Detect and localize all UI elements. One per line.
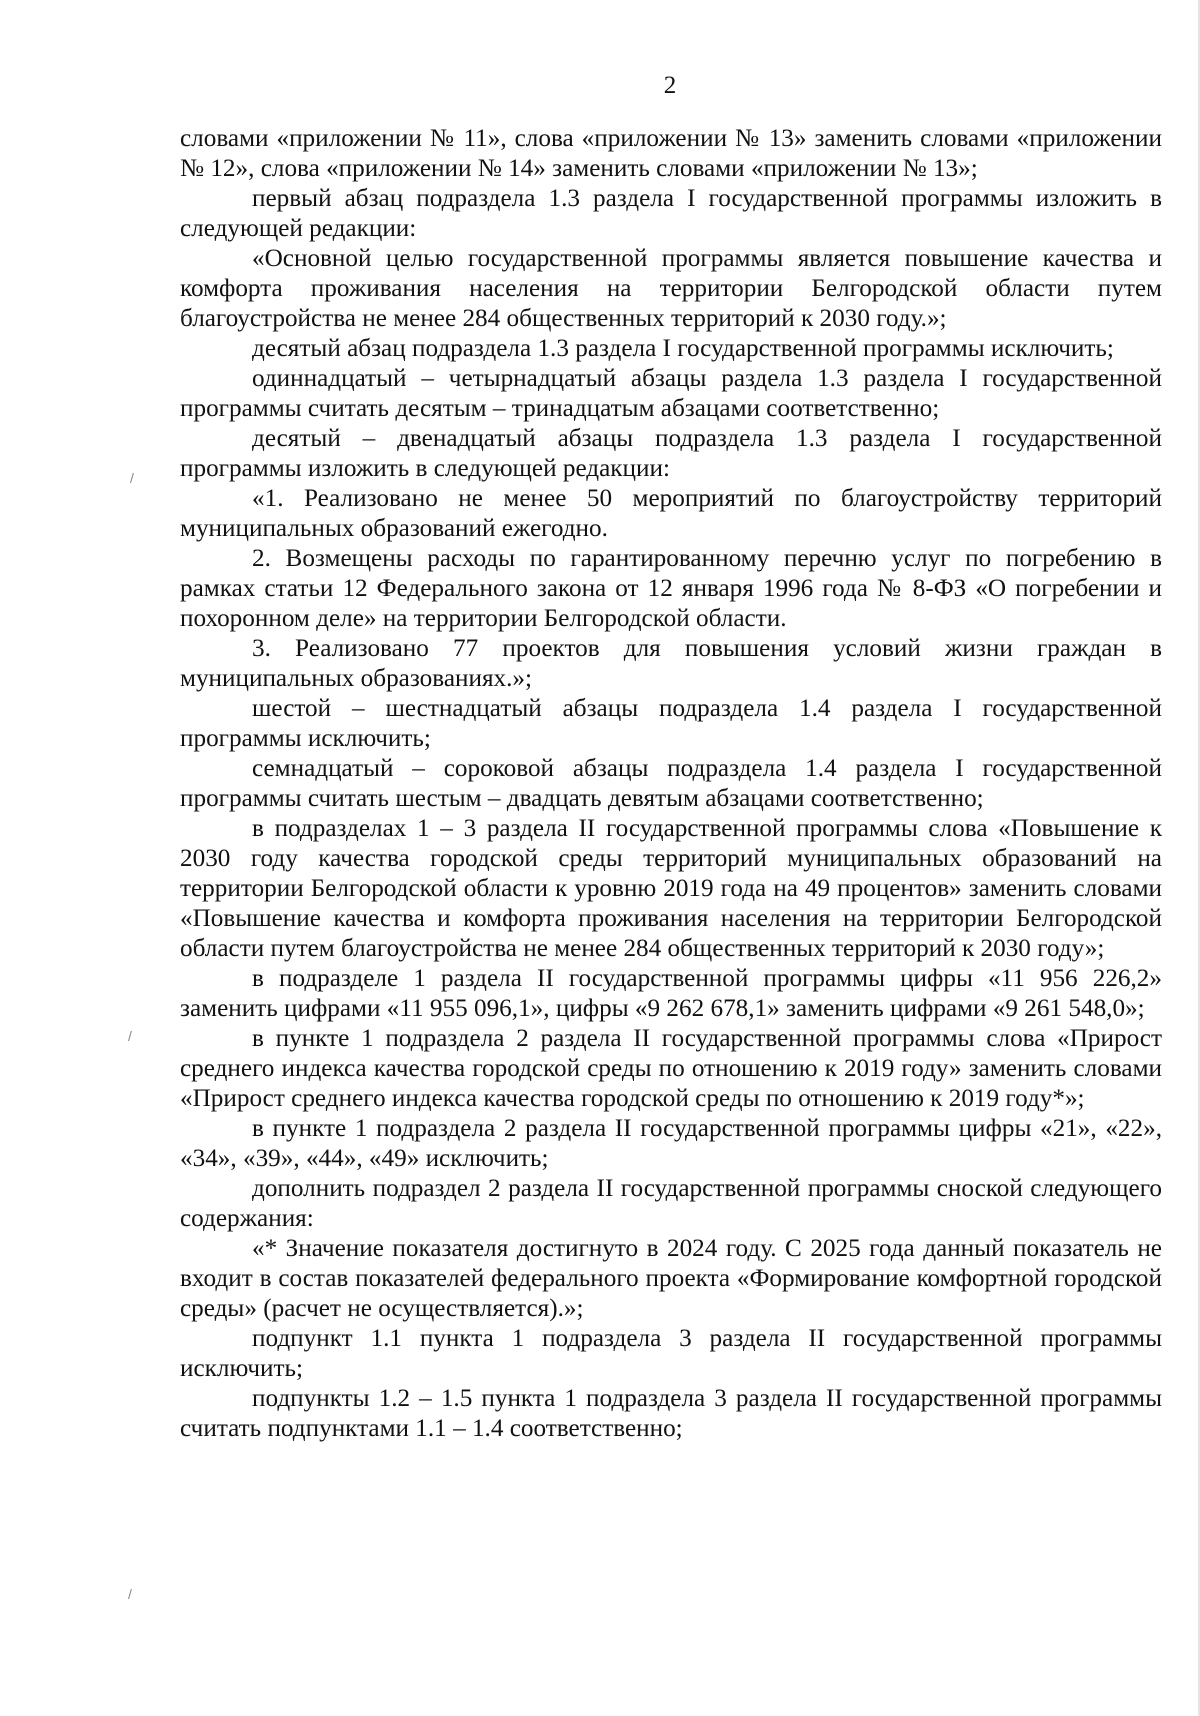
paragraph: словами «приложении № 11», слова «приложении № 13» заменить словами «приложении № 12», слова «приложении № 14» заменить словами «приложении № 13»; (180, 125, 1162, 182)
paragraph: «* Значение показателя достигнуто в 2024 году. С 2025 года данный показатель не входит в состав показателей федерального проекта «Формирование комфортной городской среды» (расчет не осуществляется).»; (180, 1235, 1162, 1322)
paragraph: «1. Реализовано не менее 50 мероприятий по благоустройству территорий муниципальных образований ежегодно. (180, 485, 1162, 542)
paragraph: в пункте 1 подраздела 2 раздела II государственной программы цифры «21», «22», «34», «39», «44», «49» исключить; (180, 1115, 1162, 1172)
paragraph: подпункт 1.1 пункта 1 подраздела 3 раздела II государственной программы исключить; (180, 1325, 1162, 1382)
paragraph: 3. Реализовано 77 проектов для повышения условий жизни граждан в муниципальных образованиях.»; (180, 635, 1162, 692)
paragraph: одиннадцатый – четырнадцатый абзацы раздела 1.3 раздела I государственной программы считать десятым – тринадцатым абзацами соответственно; (180, 365, 1162, 422)
page-number: 2 (663, 72, 677, 99)
paragraph: шестой – шестнадцатый абзацы подраздела 1.4 раздела I государственной программы исключить; (180, 695, 1162, 752)
paragraph: в подразделах 1 – 3 раздела II государственной программы слова «Повышение к 2030 году качества городской среды территорий муниципальных образований на территории Белгородской области к уровню 2019 года на 49 процентов» заменить словами «Повышение качества и комфорта проживания населения на территории Белгородской области путем благоустройства не менее 284 общественных территорий к 2030 году»; (180, 815, 1162, 962)
paragraph: «Основной целью государственной программы является повышение качества и комфорта проживания населения на территории Белгородской области путем благоустройства не менее 284 общественных территорий к 2030 году.»; (180, 245, 1162, 332)
scan-mark: / (128, 1028, 132, 1044)
paragraph: в подразделе 1 раздела II государственной программы цифры «11 956 226,2» заменить цифрами «11 955 096,1», цифры «9 262 678,1» заменить цифрами «9 261 548,0»; (180, 965, 1162, 1022)
document-body (180, 124, 1162, 1444)
paragraph: семнадцатый – сороковой абзацы подраздела 1.4 раздела I государственной программы считать шестым – двадцать девятым абзацами соответственно; (180, 755, 1162, 812)
paragraph: первый абзац подраздела 1.3 раздела I государственной программы изложить в следующей редакции: (180, 185, 1162, 242)
paragraph: дополнить подраздел 2 раздела II государственной программы сноской следующего содержания: (180, 1175, 1162, 1232)
paragraph: десятый – двенадцатый абзацы подраздела 1.3 раздела I государственной программы изложить в следующей редакции: (180, 425, 1162, 482)
paragraph: десятый абзац подраздела 1.3 раздела I государственной программы исключить; (252, 335, 1114, 362)
scan-mark: / (130, 470, 134, 486)
scan-mark: / (128, 1586, 132, 1602)
paragraph: подпункты 1.2 – 1.5 пункта 1 подраздела 3 раздела II государственной программы считать подпунктами 1.1 – 1.4 соответственно; (180, 1385, 1162, 1442)
paragraph: 2. Возмещены расходы по гарантированному перечню услуг по погребению в рамках статьи 12 Федерального закона от 12 января 1996 года № 8-ФЗ «О погребении и похоронном деле» на территории Белгородской области. (180, 545, 1162, 632)
paragraph: в пункте 1 подраздела 2 раздела II государственной программы слова «Прирост среднего индекса качества городской среды по отношению к 2019 году» заменить словами «Прирост среднего индекса качества городской среды по отношению к 2019 году*»; (180, 1025, 1162, 1112)
